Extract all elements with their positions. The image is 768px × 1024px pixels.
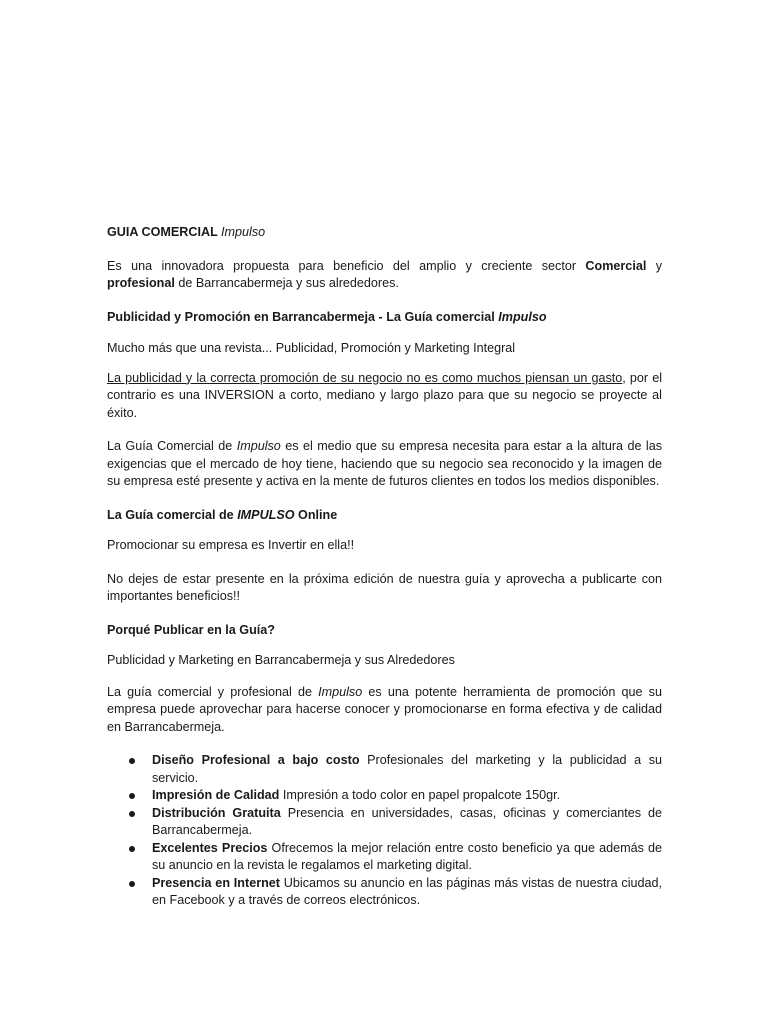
bullet-icon bbox=[129, 793, 135, 799]
list-item: Diseño Profesional a bajo costo Profesionales del marketing y la publicidad a su servicio. bbox=[107, 752, 662, 787]
benefits-list bbox=[107, 752, 662, 910]
descripcion-paragraph: La guía comercial y profesional de Impulso es una potente herramienta de promoción que su empresa puede aprovechar para hacerse conocer y promocionarse en forma efectiva y de calidad en Barrancabermeja. bbox=[107, 684, 662, 734]
promocionar-paragraph: Promocionar su empresa es Invertir en ella!! bbox=[107, 538, 355, 552]
intro-paragraph: Es una innovadora propuesta para beneficio del amplio y creciente sector Comercial y profesional de Barrancabermeja y sus alrededores. bbox=[107, 258, 663, 290]
bullet-icon bbox=[129, 881, 135, 887]
no-dejes-paragraph: No dejes de estar presente en la próxima edición de nuestra guía y aprovecha a publicarte con importantes beneficios!! bbox=[107, 571, 662, 603]
mucho-mas-paragraph: Mucho más que una revista... Publicidad, Promoción y Marketing Integral bbox=[107, 341, 516, 355]
list-item: Presencia en Internet Ubicamos su anuncio en las páginas más vistas de nuestra ciudad, en Facebook y a través de correos electrónicos. bbox=[107, 875, 662, 910]
heading-porque: Porqué Publicar en la Guía? bbox=[107, 622, 275, 637]
publicidad-paragraph: La publicidad y la correcta promoción de su negocio no es como muchos piensan un gasto, por el contrario es una INVERSION a corto, mediano y largo plazo para que su negocio se proyecte al éxito. bbox=[107, 370, 662, 420]
document-body bbox=[107, 224, 662, 910]
heading-online: La Guía comercial de IMPULSO Online bbox=[107, 507, 338, 522]
guia-paragraph: La Guía Comercial de Impulso es el medio que su empresa necesita para estar a la altura de las exigencias que el mercado de hoy tiene, haciendo que su negocio sea reconocido y la imagen de su empresa esté presente y activa en la mente de futuros clientes en todos los medios disponibles. bbox=[107, 439, 662, 488]
publicidad-marketing-paragraph: Publicidad y Marketing en Barrancabermeja y sus Alrededores bbox=[107, 653, 455, 667]
bullet-icon bbox=[129, 846, 135, 852]
heading-publicidad: Publicidad y Promoción en Barrancabermeja - La Guía comercial Impulso bbox=[107, 309, 547, 324]
list-item: Impresión de Calidad Impresión a todo color en papel propalcote 150gr. bbox=[107, 787, 662, 805]
document-title: GUIA COMERCIAL Impulso bbox=[107, 225, 266, 239]
bullet-icon bbox=[129, 758, 135, 764]
list-item: Excelentes Precios Ofrecemos la mejor relación entre costo beneficio ya que además de su anuncio en la revista le regalamos el marketing digital. bbox=[107, 840, 662, 875]
list-item: Distribución Gratuita Presencia en universidades, casas, oficinas y comerciantes de Barrancabermeja. bbox=[107, 805, 662, 840]
bullet-icon bbox=[129, 811, 135, 817]
